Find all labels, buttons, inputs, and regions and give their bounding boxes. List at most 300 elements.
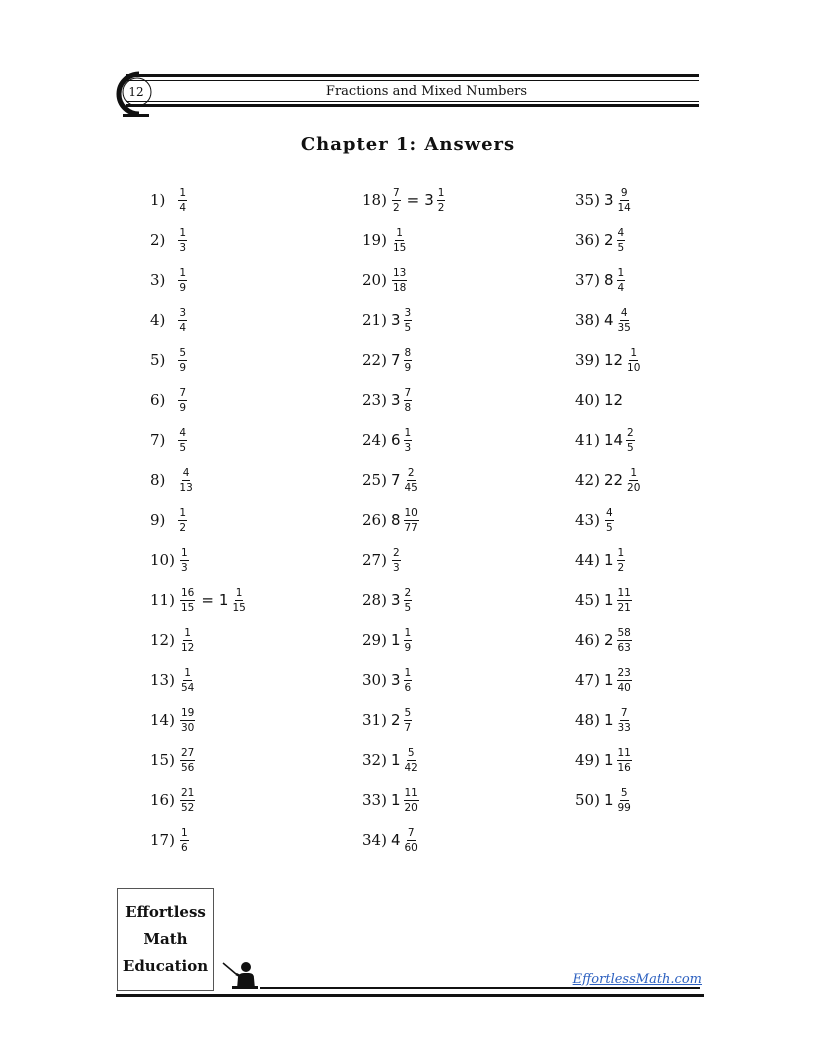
fraction	[178, 467, 193, 494]
fraction-denominator: 99	[617, 801, 631, 814]
answer-expression	[177, 227, 188, 254]
answer-number: 46)	[575, 631, 600, 649]
answer-expression	[391, 307, 413, 334]
whole-number: 1	[603, 671, 614, 689]
fraction-numerator: 1	[184, 666, 191, 679]
answer-item	[150, 500, 188, 540]
answer-expression	[391, 627, 413, 654]
fraction-denominator: 77	[404, 521, 418, 534]
fraction-numerator: 4	[179, 426, 187, 439]
answer-expression	[391, 707, 413, 734]
fraction-denominator: 4	[179, 321, 187, 334]
fraction	[231, 587, 246, 614]
fraction-denominator: 4	[617, 281, 625, 294]
answer-item	[150, 260, 188, 300]
whole-number: 2	[390, 711, 401, 729]
answer-number: 44)	[575, 551, 600, 569]
equals-sign: =	[406, 191, 420, 209]
answer-number: 7)	[150, 431, 166, 449]
answer-item	[150, 620, 196, 660]
answer-item	[575, 300, 633, 340]
answer-expression	[604, 307, 633, 334]
fraction-denominator: 15	[392, 241, 407, 254]
answer-expression	[177, 267, 188, 294]
answer-expression	[179, 627, 196, 654]
answer-expression	[179, 787, 196, 814]
fraction-numerator: 4	[620, 306, 628, 319]
answer-expression	[604, 787, 633, 814]
answer-expression	[604, 547, 626, 574]
answer-number: 45)	[575, 591, 600, 609]
fraction-numerator: 8	[404, 346, 412, 359]
fraction-denominator: 20	[627, 481, 641, 494]
fraction	[404, 667, 413, 694]
fraction-denominator: 21	[617, 601, 631, 614]
fraction	[178, 507, 187, 534]
answer-expression	[604, 667, 633, 694]
fraction	[404, 507, 419, 534]
answer-expression	[391, 227, 408, 254]
answer-number: 2)	[150, 231, 166, 249]
fraction	[178, 347, 187, 374]
answer-item	[362, 660, 413, 700]
answer-item	[362, 460, 420, 500]
fraction	[178, 227, 187, 254]
fraction-denominator: 5	[179, 441, 187, 454]
fraction	[617, 667, 632, 694]
fraction-numerator: 1	[404, 666, 412, 679]
whole-number: 8	[390, 511, 401, 529]
fraction-numerator: 27	[180, 746, 195, 759]
header-rule-top-thin	[126, 80, 699, 81]
answer-number: 28)	[362, 591, 387, 609]
answer-item	[362, 580, 413, 620]
fraction	[404, 347, 413, 374]
answer-item	[362, 420, 413, 460]
fraction	[404, 827, 419, 854]
answer-item	[575, 340, 642, 380]
fraction	[178, 267, 187, 294]
answer-number: 48)	[575, 711, 600, 729]
answer-number: 47)	[575, 671, 600, 689]
fraction-denominator: 5	[404, 321, 412, 334]
fraction-numerator: 13	[392, 266, 407, 279]
answer-item	[575, 660, 633, 700]
answer-expression	[391, 587, 413, 614]
answer-item	[150, 380, 188, 420]
website-link[interactable]: EffortlessMath.com	[572, 972, 702, 987]
answer-number: 13)	[150, 671, 175, 689]
fraction-numerator: 5	[407, 746, 415, 759]
fraction-denominator: 9	[404, 641, 412, 654]
answer-expression	[177, 387, 188, 414]
answer-number: 24)	[362, 431, 387, 449]
fraction-numerator: 7	[404, 386, 412, 399]
whole-number: 1	[603, 791, 614, 809]
answer-expression	[391, 427, 413, 454]
answer-expression	[391, 787, 420, 814]
fraction	[404, 307, 413, 334]
answer-item	[362, 500, 420, 540]
fraction-denominator: 40	[617, 681, 631, 694]
fraction-numerator: 5	[179, 346, 187, 359]
answer-item	[150, 660, 196, 700]
answer-number: 19)	[362, 231, 387, 249]
fraction-numerator: 1	[180, 546, 188, 559]
fraction-denominator: 18	[392, 281, 407, 294]
fraction	[178, 307, 187, 334]
fraction	[626, 427, 635, 454]
answer-expression	[391, 827, 420, 854]
fraction-numerator: 5	[404, 706, 412, 719]
answer-item	[575, 740, 633, 780]
answer-number: 3)	[150, 271, 166, 289]
answer-item	[575, 500, 615, 540]
answer-item	[362, 820, 420, 860]
whole-number: 1	[390, 751, 401, 769]
fraction	[392, 187, 401, 214]
fraction-numerator: 1	[235, 586, 243, 599]
fraction	[404, 587, 413, 614]
fraction-numerator: 1	[179, 226, 187, 239]
header-rule-bottom-thin	[126, 101, 699, 102]
answer-number: 15)	[150, 751, 175, 769]
whole-number: 1	[390, 791, 401, 809]
fraction-denominator: 2	[437, 201, 445, 214]
fraction-numerator: 21	[180, 786, 195, 799]
answer-item	[575, 220, 626, 260]
answer-expression	[179, 827, 190, 854]
whole-number: 22	[603, 471, 624, 489]
fraction-numerator: 1	[184, 626, 191, 639]
fraction-numerator: 1	[179, 266, 187, 279]
fraction-numerator: 1	[617, 266, 625, 279]
fraction-denominator: 9	[179, 361, 187, 374]
whole-number: 3	[424, 191, 434, 209]
fraction	[180, 787, 195, 814]
whole-number: 8	[603, 271, 614, 289]
fraction-denominator: 16	[617, 761, 631, 774]
whole-number: 12	[603, 351, 624, 369]
answer-number: 6)	[150, 391, 166, 409]
answer-number: 14)	[150, 711, 175, 729]
whole-number: 6	[390, 431, 401, 449]
fraction-numerator: 1	[617, 546, 625, 559]
answer-number: 8)	[150, 471, 166, 489]
fraction-numerator: 3	[404, 306, 412, 319]
whole-number: 12	[603, 391, 624, 409]
fraction	[404, 787, 419, 814]
fraction-denominator: 35	[617, 321, 631, 334]
answer-expression	[604, 707, 633, 734]
fraction-denominator: 54	[180, 681, 195, 694]
fraction	[180, 587, 195, 614]
fraction-denominator: 63	[617, 641, 631, 654]
fraction	[617, 747, 632, 774]
answer-item	[150, 340, 188, 380]
running-title: Fractions and Mixed Numbers	[325, 84, 528, 99]
fraction-numerator: 11	[404, 786, 418, 799]
answer-item	[575, 540, 626, 580]
fraction-numerator: 1	[396, 226, 403, 239]
fraction-denominator: 60	[404, 841, 418, 854]
fraction	[437, 187, 446, 214]
fraction-denominator: 33	[617, 721, 631, 734]
teacher-icon	[222, 960, 260, 990]
answer-expression	[604, 467, 642, 494]
fraction-denominator: 3	[179, 241, 187, 254]
fraction-numerator: 23	[617, 666, 631, 679]
fraction-numerator: 11	[617, 746, 631, 759]
fraction-denominator: 45	[404, 481, 418, 494]
answer-expression	[179, 587, 248, 614]
fraction-denominator: 15	[232, 601, 246, 614]
answer-number: 20)	[362, 271, 387, 289]
fraction	[392, 227, 407, 254]
fraction-denominator: 42	[404, 761, 418, 774]
answer-expression	[604, 507, 615, 534]
fraction-denominator: 2	[617, 561, 625, 574]
answer-expression	[604, 747, 633, 774]
whole-number: 1	[218, 591, 229, 609]
answer-number: 41)	[575, 431, 600, 449]
fraction-denominator: 5	[404, 601, 412, 614]
footer-rule-bottom	[116, 994, 704, 997]
fraction-numerator: 4	[605, 506, 613, 519]
answer-expression	[604, 347, 642, 374]
answer-number: 18)	[362, 191, 387, 209]
answer-number: 30)	[362, 671, 387, 689]
whole-number: 14	[603, 431, 624, 449]
header-rule-top	[126, 74, 699, 77]
brand-line: Math	[143, 930, 188, 948]
answer-item	[575, 260, 626, 300]
answer-item	[362, 540, 402, 580]
answer-number: 31)	[362, 711, 387, 729]
answer-item	[150, 580, 248, 620]
fraction-numerator: 16	[180, 586, 195, 599]
whole-number: 1	[603, 711, 614, 729]
fraction	[180, 827, 189, 854]
answer-item	[150, 740, 196, 780]
fraction	[617, 267, 626, 294]
whole-number: 3	[390, 591, 401, 609]
answer-item	[575, 620, 633, 660]
fraction-numerator: 5	[620, 786, 628, 799]
answer-number: 39)	[575, 351, 600, 369]
answer-expression	[604, 187, 633, 214]
answer-expression	[179, 747, 196, 774]
answer-item	[575, 780, 633, 820]
answer-expression	[391, 387, 413, 414]
fraction	[392, 547, 401, 574]
whole-number: 1	[603, 551, 614, 569]
answer-expression	[391, 267, 408, 294]
fraction-denominator: 7	[404, 721, 412, 734]
whole-number: 1	[603, 751, 614, 769]
fraction-numerator: 7	[407, 826, 415, 839]
fraction	[180, 747, 195, 774]
answer-item	[150, 460, 195, 500]
answer-expression	[604, 587, 633, 614]
answer-expression	[179, 667, 196, 694]
fraction-denominator: 5	[605, 521, 613, 534]
fraction-denominator: 2	[179, 521, 187, 534]
fraction-denominator: 5	[627, 441, 634, 454]
fraction-numerator: 7	[620, 706, 628, 719]
fraction-denominator: 56	[180, 761, 195, 774]
fraction	[626, 347, 641, 374]
answer-item	[362, 700, 413, 740]
fraction-numerator: 1	[404, 626, 412, 639]
fraction-numerator: 1	[180, 826, 188, 839]
fraction-denominator: 12	[180, 641, 195, 654]
answer-number: 11)	[150, 591, 175, 609]
answer-expression	[604, 627, 633, 654]
chapter-title: Chapter 1: Answers	[300, 134, 516, 155]
header-rule-bottom	[126, 104, 699, 107]
answer-item	[362, 380, 413, 420]
answer-item	[575, 380, 625, 420]
fraction-denominator: 30	[180, 721, 195, 734]
fraction	[404, 747, 419, 774]
answer-number: 9)	[150, 511, 166, 529]
fraction	[178, 187, 187, 214]
fraction-numerator: 2	[392, 546, 400, 559]
answer-item	[575, 420, 636, 460]
fraction-numerator: 1	[179, 186, 187, 199]
fraction	[178, 387, 187, 414]
whole-number: 3	[390, 391, 401, 409]
fraction-denominator: 15	[180, 601, 195, 614]
fraction-denominator: 9	[404, 361, 412, 374]
whole-number: 4	[390, 831, 401, 849]
answer-number: 23)	[362, 391, 387, 409]
brand-line: Effortless	[125, 903, 206, 921]
fraction	[404, 627, 413, 654]
answer-expression	[391, 667, 413, 694]
fraction	[180, 667, 195, 694]
answer-expression	[179, 547, 190, 574]
answer-item	[362, 180, 446, 220]
answer-item	[575, 460, 642, 500]
answer-expression	[177, 187, 188, 214]
fraction-denominator: 8	[404, 401, 412, 414]
answer-number: 34)	[362, 831, 387, 849]
fraction-numerator: 2	[407, 466, 415, 479]
fraction	[404, 427, 413, 454]
fraction	[605, 507, 614, 534]
whole-number: 3	[603, 191, 614, 209]
fraction-numerator: 1	[404, 426, 412, 439]
answer-number: 29)	[362, 631, 387, 649]
fraction-numerator: 3	[179, 306, 187, 319]
whole-number: 2	[603, 631, 614, 649]
brand-box	[117, 888, 214, 991]
fraction-denominator: 6	[404, 681, 412, 694]
answer-item	[150, 180, 188, 220]
answer-item	[150, 420, 188, 460]
answer-number: 17)	[150, 831, 175, 849]
fraction	[617, 187, 632, 214]
answer-number: 22)	[362, 351, 387, 369]
whole-number: 3	[390, 311, 401, 329]
fraction-denominator: 3	[180, 561, 188, 574]
answer-expression	[391, 547, 402, 574]
fraction-numerator: 2	[627, 426, 634, 439]
fraction	[180, 627, 195, 654]
answer-number: 50)	[575, 791, 600, 809]
fraction-numerator: 2	[404, 586, 412, 599]
answer-item	[362, 740, 420, 780]
fraction	[626, 467, 641, 494]
fraction-numerator: 10	[404, 506, 418, 519]
answer-number: 35)	[575, 191, 600, 209]
answer-expression	[177, 467, 194, 494]
answer-number: 16)	[150, 791, 175, 809]
answer-number: 32)	[362, 751, 387, 769]
answer-expression	[391, 347, 413, 374]
fraction-numerator: 1	[437, 186, 445, 199]
answer-expression	[177, 507, 188, 534]
fraction-denominator: 52	[180, 801, 195, 814]
answer-number: 36)	[575, 231, 600, 249]
whole-number: 1	[390, 631, 401, 649]
fraction-numerator: 1	[630, 466, 638, 479]
answer-item	[575, 700, 633, 740]
answer-item	[362, 620, 413, 660]
fraction-denominator: 3	[404, 441, 412, 454]
fraction	[617, 787, 632, 814]
whole-number: 2	[603, 231, 614, 249]
answer-item	[150, 820, 190, 860]
answer-item	[362, 220, 408, 260]
fraction	[180, 547, 189, 574]
answer-item	[150, 700, 196, 740]
answer-number: 42)	[575, 471, 600, 489]
answer-expression	[604, 227, 626, 254]
answer-expression	[391, 747, 420, 774]
fraction-numerator: 7	[179, 386, 187, 399]
brand-line: Education	[122, 957, 209, 975]
fraction-numerator: 58	[617, 626, 631, 639]
answer-number: 21)	[362, 311, 387, 329]
fraction-numerator: 9	[620, 186, 628, 199]
answer-number: 49)	[575, 751, 600, 769]
answer-number: 37)	[575, 271, 600, 289]
answer-number: 5)	[150, 351, 166, 369]
fraction-numerator: 1	[630, 346, 638, 359]
answer-number: 38)	[575, 311, 600, 329]
answer-number: 4)	[150, 311, 166, 329]
answer-number: 40)	[575, 391, 600, 409]
answer-item	[575, 180, 633, 220]
fraction-denominator: 4	[179, 201, 187, 214]
fraction	[404, 387, 413, 414]
fraction-numerator: 11	[617, 586, 631, 599]
answer-item	[150, 780, 196, 820]
answer-item	[362, 300, 413, 340]
fraction-denominator: 20	[404, 801, 418, 814]
footer-rule-top	[260, 987, 700, 989]
answer-number: 10)	[150, 551, 175, 569]
fraction-denominator: 5	[617, 241, 625, 254]
answer-expression	[604, 427, 636, 454]
answer-item	[362, 780, 420, 820]
fraction	[178, 427, 187, 454]
fraction	[404, 467, 419, 494]
answer-number: 33)	[362, 791, 387, 809]
